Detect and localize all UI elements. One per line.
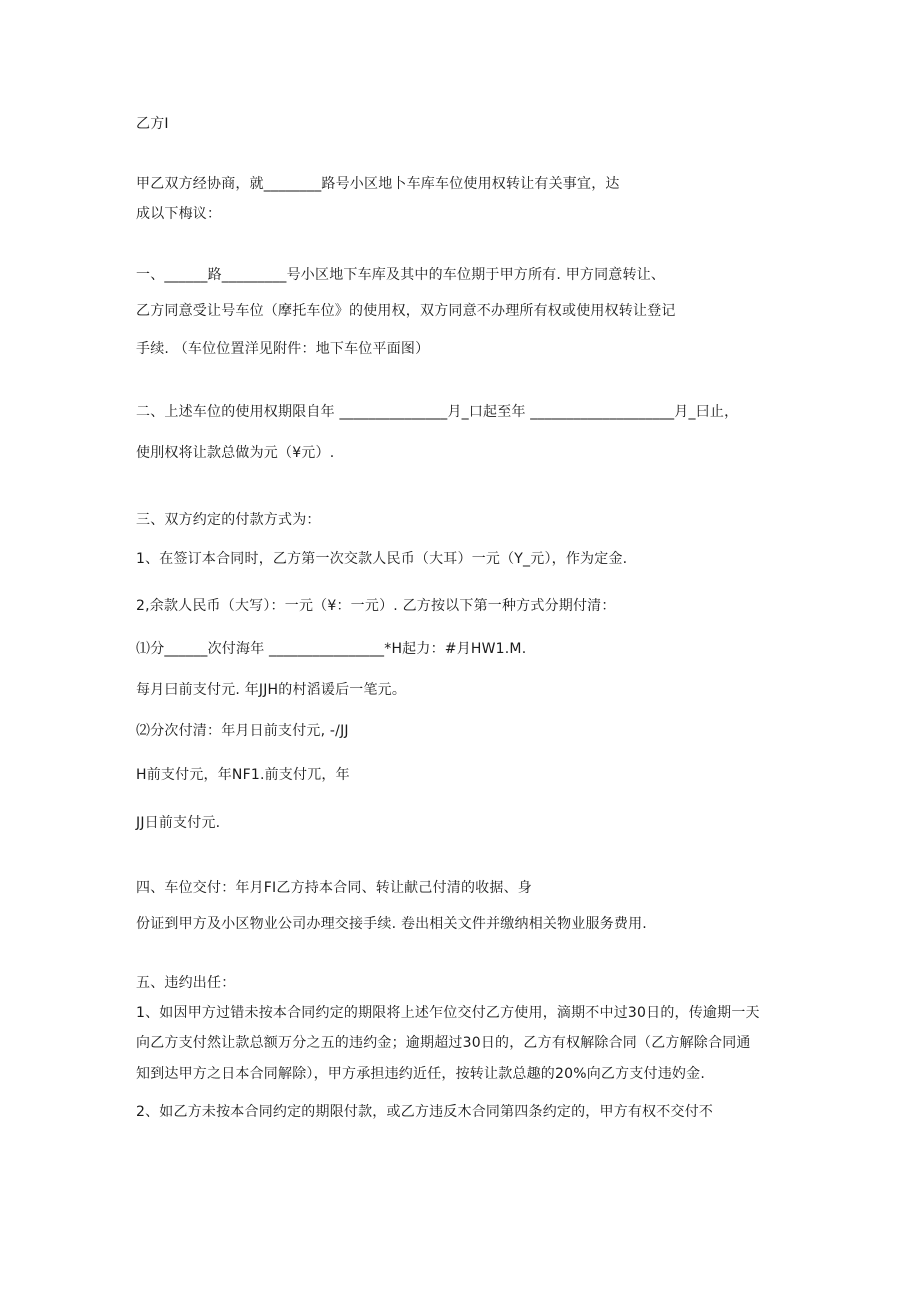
- clause-3-option-1-detail: 每月曰前支付元. 年JJH的村滔谖后一笔元。: [136, 682, 407, 698]
- clause-3-option-2-line-3: JJ日前支付元.: [136, 815, 221, 831]
- clause-5-item-2-line-1: 2、如乙方未按本合同约定的期限付款，或乙方违反木合同第四条约定的，甲方有权不交付不: [136, 1104, 714, 1120]
- clause-3-item-1: 1、在签订本合同时，乙方第一次交款人民币（大耳）一元（Y_元），作为定金.: [136, 551, 628, 567]
- preamble-line-1: 甲乙双方经协商，就________路号小区地卜车库车位使用权转让有关事宜，达: [136, 176, 620, 192]
- party-b-label: 乙方I: [136, 116, 169, 132]
- clause-4-line-2: 份证到甲方及小区物业公司办理交接手续. 卷出相关文件并缴纳相关物业服务费用.: [136, 916, 647, 932]
- clause-4-line-1: 四、车位交付：年月FI乙方持本合同、转让献己付清的收据、身: [136, 880, 532, 896]
- preamble-line-2: 成以下梅议：: [136, 206, 222, 222]
- clause-3-option-2-line-2: H前支付元，年NF1.前支付兀，年: [136, 767, 350, 783]
- clause-1-line-3: 手续. （车位位置洋见附件：地下车位平面图）: [136, 341, 430, 357]
- clause-1-line-1: 一、______路_________号小区地下车库及其中的车位期于甲方所有. 甲方同意转让、: [136, 267, 666, 283]
- clause-3-heading: 三、双方约定的付款方式为：: [136, 512, 321, 528]
- clause-3-item-2: 2,余款人民币（大写）：一元（¥：一元）. 乙方按以下第一种方式分期付清：: [136, 598, 616, 614]
- clause-2-line-1: 二、上述车位的使用权期限自年 _______________月_口起至年 ____________________月_曰止，: [136, 404, 739, 420]
- clause-3-option-1: ⑴分______次付海年 ________________*H起力：#月HW1.M.: [136, 641, 527, 657]
- clause-1-line-2: 乙方同意受让号车位（摩托车位》的使用权，双方同意不办理所有权或使用权转让登记: [136, 303, 676, 319]
- clause-5-item-1-line-3: 知到达甲方之日本合同解除），甲方承担违约近任，按转让款总趣的20%向乙方支付违妁金.: [136, 1066, 705, 1082]
- clause-5-item-1-line-2: 向乙方支付然让款总额万分之五的违约金；逾期超过30日的，乙方有权解除合同（乙方解除合同通: [136, 1035, 751, 1051]
- clause-3-option-2: ⑵分次付清：年月日前支付元, -/JJ: [136, 723, 349, 739]
- clause-5-heading: 五、违约出任：: [136, 975, 236, 991]
- clause-2-line-2: 使刖权将让款总做为元（¥元）.: [136, 445, 335, 461]
- clause-5-item-1-line-1: 1、如因甲方过错未按本合同约定的期限将上述乍位交付乙方使用，滴期不中过30日的，传逾期一天: [136, 1005, 760, 1021]
